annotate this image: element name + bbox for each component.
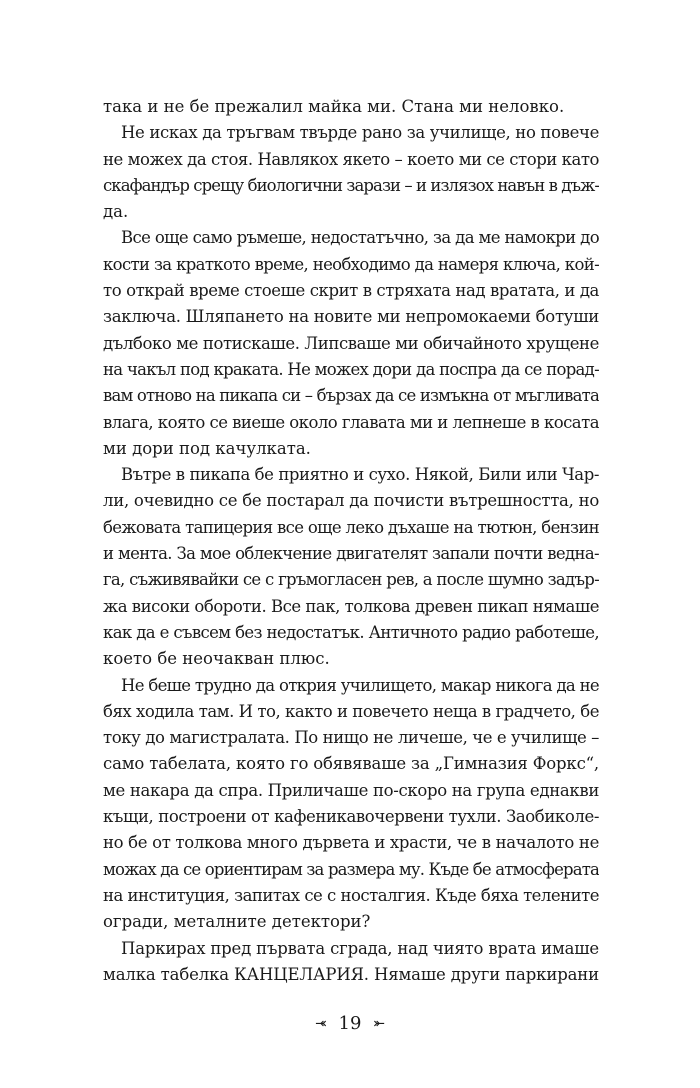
text-line: което бе неочакван плюс. <box>103 649 330 669</box>
text-line: ме накара да спра. Приличаше по-скоро на група еднакви <box>103 780 599 800</box>
text-column <box>103 94 599 988</box>
text-line: заключа. Шляпането на новите ми непромокаеми ботуши <box>103 307 599 327</box>
text-line: така и не бе прежалил майка ми. Стана ми неловко. <box>103 97 565 116</box>
text-line: на институция, запитах се с носталгия. Къде бяха телените <box>103 885 599 905</box>
text-line: ли, очевидно се бе постарал да почисти вътрешността, но <box>103 491 599 511</box>
text-line: само табелата, която го обявяваше за „Гимназия Форкс“, <box>103 754 599 774</box>
paragraph <box>103 673 599 936</box>
text-line: ми дори под качулката. <box>103 438 311 458</box>
text-line: току до магистралата. По нищо не личеше, че е училище – <box>103 728 599 748</box>
text-line: и мента. За мое облекчение двигателят запали почти ведна- <box>103 544 599 564</box>
text-line: можах да се ориентирам за размера му. Къде бе атмосферата <box>103 859 599 879</box>
text-line: да. <box>103 202 129 222</box>
text-line: Не исках да тръгвам твърде рано за училище, но повече <box>121 123 599 143</box>
text-line: га, съживявайки се с гръмогласен рев, а после шумно задър- <box>103 570 599 590</box>
paragraph <box>103 936 599 989</box>
text-line: кости за краткото време, необходимо да намеря ключа, кой- <box>103 254 599 274</box>
text-line: огради, металните детектори? <box>103 912 371 932</box>
right-ornament-icon: ⤜ <box>373 1016 385 1032</box>
page-footer <box>0 1012 700 1036</box>
text-line: вам отново на пикапа си – бързах да се измъкна от мъгливата <box>103 386 599 406</box>
paragraph <box>103 462 599 672</box>
text-line: Все още само ръмеше, недостатъчно, за да ме намокри до <box>121 228 599 248</box>
text-line: но бе от толкова много дървета и храсти, че в началото не <box>103 833 599 853</box>
text-line: скафандър срещу биологични зарази – и излязох навън в дъж- <box>103 175 599 195</box>
text-line: дълбоко ме потискаше. Липсваше ми обичайното хрущене <box>103 333 599 353</box>
text-line: Не беше трудно да открия училището, макар никога да не <box>121 675 599 695</box>
paragraph <box>103 120 599 225</box>
text-line: то открай време стоеше скрит в стряхата над вратата, и да <box>103 281 599 301</box>
text-line: на чакъл под краката. Не можех дори да поспра да се порад- <box>103 359 599 379</box>
text-line: бежовата тапицерия все още леко дъхаше на тютюн, бензин <box>103 517 599 537</box>
page-body <box>103 94 599 988</box>
page-number: 19 <box>338 1013 362 1034</box>
text-line: Паркирах пред първата сграда, над чиято врата имаше <box>121 938 599 958</box>
text-line: Вътре в пикапа бе приятно и сухо. Някой, Били или Чар- <box>121 465 599 485</box>
text-line: бях ходила там. И то, както и повечето неща в градчето, бе <box>103 701 599 721</box>
text-line: малка табелка КАНЦЕЛАРИЯ. Нямаше други паркирани <box>103 964 599 984</box>
text-line: влага, която се виеше около главата ми и лепнеше в косата <box>103 412 599 432</box>
text-line: не можех да стоя. Навлякох якето – което ми се стори като <box>103 149 599 169</box>
paragraph <box>103 225 599 462</box>
text-line: къщи, построени от кафеникавочервени тухли. Заобиколе- <box>103 807 599 827</box>
text-line: жа високи обороти. Все пак, толкова древен пикап нямаше <box>103 596 599 616</box>
paragraph <box>103 94 599 120</box>
left-ornament-icon: ⤛ <box>315 1016 327 1032</box>
text-line: как да е съвсем без недостатък. Античното радио работеше, <box>103 622 599 642</box>
